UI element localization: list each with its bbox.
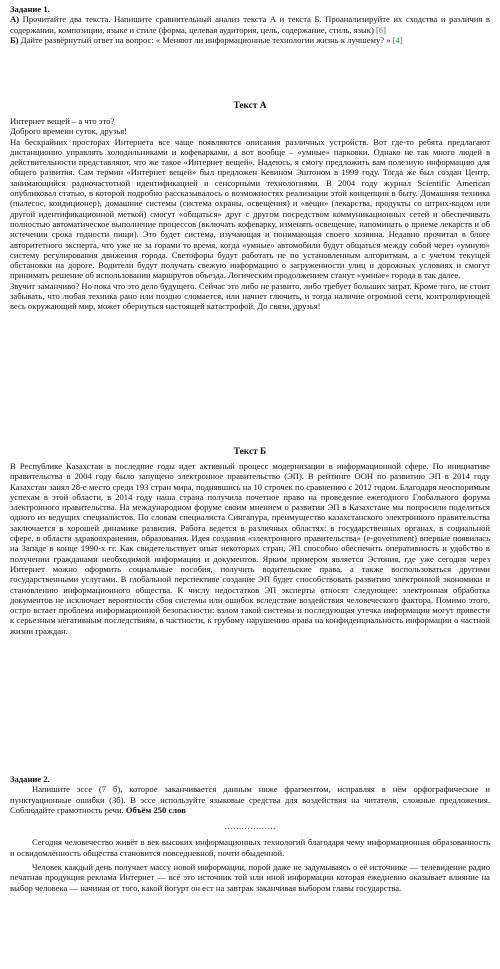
task2-dots: ……………… [224,821,276,832]
task1-b-text: Дайте развёрнутый ответ на вопрос: « Меняют ли информационные технологии жизнь к лучшему? » [20,34,391,45]
task1-part-b [10,35,490,45]
text-a-title: Текст А [233,101,267,111]
task1-heading: Задание 1. [10,4,50,14]
text-b-para: В Республике Казахстан в последние годы идет активный процесс модернизации в информационной сфере. По инициативе правительства в 2004 году было запущено электронное правительство (ЭП). В рейтинге ООН по развитию ЭП в 2014 году Казахстан занял 28-е место среди 193 стран мира, поднявшись на 10 строчек по сравнению с 2012 годом. Благодаря неоспоримым успехам в этой области, в 2014 году наша страна получила почетное право на проведение ежегодного Глобального форума электронного правительства. На международном форуме своим мнением о развитии ЭП в Казахстане мы попросили поделиться одного из ведущих специалистов. По словам специалиста Сингапура, преимущество казахстанского электронного правительства заключается в хорошей динамике развития. Работа ведется в различных областях: в государственных органах, в социальной сфере, в области здравоохранения, образования. Идея создания «электронного правительства» (e-government) впервые появилась на Западе в конце 1990-х гг. Как свидетельствует опыт некоторых стран, ЭП способно обеспечить оперативность и удобство в получении гражданами необходимой информации и документов. Ярким примером является Эстония, где уже сегодня через Интернет можно оформить социальные пособия, получить водительские права, а также воспользоваться другими государственными услугами. В глобальной перспективе создание ЭП будет способствовать развитию электронной экономики и становлению информационного общества. К числу недостатков ЭП эксперты относят следующее: электронная обработка документов не исключает вероятности сбоя системы или ошибок вследствие воздействия человеческого фактора. Помимо этого, остро встает проблема информационной безопасности: взлом такой системы и последующая утечка информации могут привести к серьезным негативным последствиям, в частности, к грубому нарушению права на конфиденциальность информации о частной жизни граждан. [10,461,490,636]
task1-a-text: Прочитайте два текста. Напишите сравнительный анализ текста А и текста Б. Проанализируйте их сходства и различия в содержании, композиции, языке и стиле (форма, целевая аудитория, цель, содержание, стиль, язык) [10,14,490,35]
text-a-line1: Интернет вещей – а что это? [10,116,115,126]
text-a-para2: Звучит заманчиво? Но пока что это дело будущего. Сейчас это либо не развито, либо требует больших затрат. Кроме того, не стоит забывать, что любая техника рано или поздно сломается, или начнет глючить, и тогда наличие огромной сети, контролирующей весь окружающий мир, может обернуться настоящей катастрофой. До связи, друзья! [10,280,490,312]
task2-para2: Человек каждый день получает массу новой информации, порой даже не задумываясь о её источнике — телевидение радио печатная продукция реклама Интернет — всё это источник той или иной информации которая ежедневно оказывает влияние на выбор человека — начиная от того, какой йогурт он ест на завтрак заканчивая выбором главы государства. [10,862,490,893]
task1-b-label: Б) [10,34,19,45]
text-b-title: Текст Б [233,447,267,457]
task1-a-label: А) [10,14,20,25]
text-a-para1: На бескрайних просторах Интернета все чаще появляются описания различных устройств. Вот где-то ребята предлагают дистанционно управлять холодильниками и кофеварками, а вот вообще – «умные» парковки. Однако не так много людей в действительности представляют, что же такое «Интернет вещей». Надеюсь, я смогу предложить вам полезную информацию для общего развития. Сам термин «Интернет вещей» был предложен Кевином Эштоном в 1999 году. Тогда же был создан Центр, занимающийся радиочастотной идентификацией и сенсорными технологиями. В 2004 году журнал Scientific American опубликовал статью, в которой подробно рассказывалось о возможностях реализации этой концепции в быту. Домашняя техника (пылесос, кондиционер), домашние системы (система охраны, освещения) и «вещи» (лекарства, продукты со штрих-кодом или другой идентификационной меткой) смогут «общаться» друг с другом посредством коммуникационных сетей и обеспечивать полностью автоматическое выполнение процессов (включать кофеварку, изменять освещение, напоминать о приеме лекарств и об истечении срока годности пищи). Это будет система, изучающая и понимающая своего хозяина. Недавно прочитал в блоге авторитетного эксперта, что уже не за горами то время, когда «умные» автомобили будут общаться между собой через «умную» систему регулирования движения города. Светофоры будут работать не по установленным алгоритмам, а с учетом текущей обстановки на дороге. Водители будут получать свежую информацию о загруженности улиц и дорожных условиях и смогут принимать решение об использовании маршрутов объезда. Логическим продолжением станут «умные» города в так далее. [10,136,490,281]
task2-section [10,774,490,893]
task2-heading: Задание 2. [10,774,50,784]
task1-section [10,4,490,45]
task2-instructions [10,784,490,815]
text-a-body [10,116,490,312]
text-a-line2: Доброго времени суток, друзья! [10,126,128,137]
task1-part-a [10,14,490,35]
task1-b-score: [4] [392,34,403,45]
task2-text: Напишите эссе (7 б), которое заканчивается данным ниже фрагментом, исправляя в нём орфографические и пунктуационные ошибки (3б). В эссе используйте языковые средства для воздействия на читателя, сложные предложения. Соблюдайте грамотность речи. [10,784,490,815]
text-b-body [10,461,490,636]
task1-a-score: [6] [375,24,386,35]
task2-volume: Объём 250 слов [125,804,186,815]
task2-para1: Сегодня человечество живёт в век высоких информационных технологий благодаря чему информационная образованность и освидомлённость общества становится повседневной, почти обыденной. [10,837,490,858]
